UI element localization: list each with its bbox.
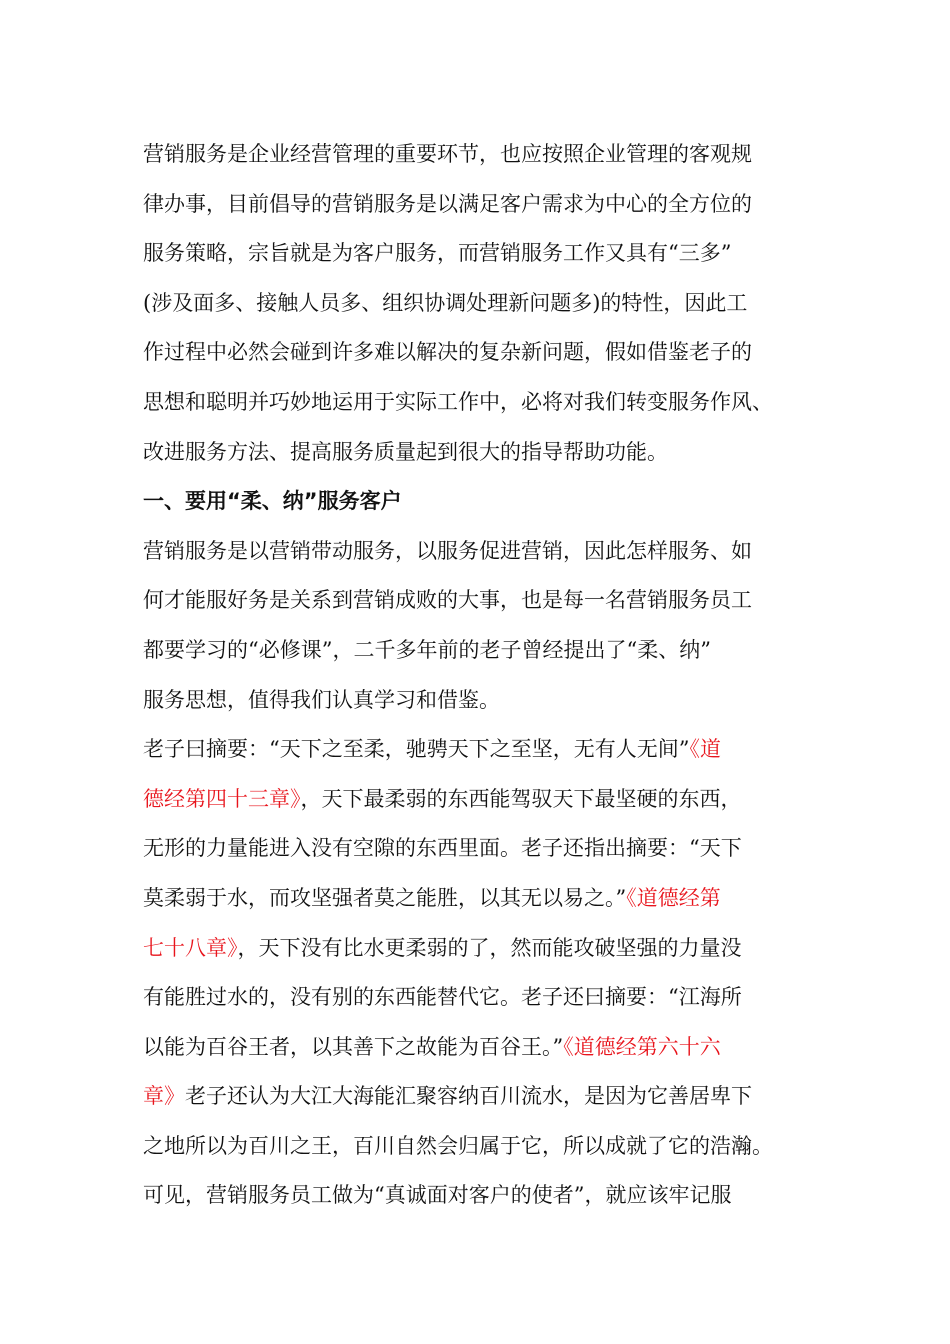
paragraph-line [143, 1072, 823, 1122]
text-run: 老子还认为大江大海能汇聚容纳百川流水，是因为它善居卑下 [185, 1084, 752, 1109]
text-run: 无形的力量能进入没有空隙的东西里面。老子还指出摘要：“天下 [143, 836, 742, 861]
text-run: 改进服务方法、提高服务质量起到很大的指导帮助功能。 [143, 439, 668, 464]
text-run: 律办事，目前倡导的营销服务是以满足客户需求为中心的全方位的 [143, 191, 752, 216]
paragraph-line [143, 576, 823, 626]
paragraph-line [143, 328, 823, 378]
text-run: 老子曰摘要：“天下之至柔，驰骋天下之至坚，无有人无间” [143, 737, 690, 762]
paragraph-line [143, 824, 823, 874]
paragraph-line [143, 180, 823, 230]
paragraph-line [143, 130, 823, 180]
paragraph-line [143, 626, 823, 676]
paragraph-line [143, 775, 823, 825]
citation-text: 七十八章》 [143, 935, 238, 960]
paragraph-line [143, 378, 823, 428]
text-run: 何才能服好务是关系到营销成败的大事，也是每一名营销服务员工 [143, 588, 752, 613]
text-run: 可见，营销服务员工做为“真诚面对客户的使者”，就应该牢记服 [143, 1183, 732, 1208]
text-run: 以能为百谷王者，以其善下之故能为百谷王。” [143, 1034, 564, 1059]
paragraph-line [143, 973, 823, 1023]
paragraph-line [143, 924, 823, 974]
text-run: (涉及面多、接触人员多、组织协调处理新问题多)的特性，因此工 [143, 290, 748, 315]
text-run: 思想和聪明并巧妙地运用于实际工作中，必将对我们转变服务作风、 [143, 389, 773, 414]
text-run: 营销服务是以营销带动服务，以服务促进营销，因此怎样服务、如 [143, 538, 752, 563]
text-run: 作过程中必然会碰到许多难以解决的复杂新问题，假如借鉴老子的 [143, 340, 752, 365]
paragraph-line [143, 428, 823, 478]
paragraph-line [143, 279, 823, 329]
paragraph-line [143, 1171, 823, 1221]
paragraph-line [143, 1023, 823, 1073]
paragraph-line [143, 874, 823, 924]
paragraph-line [143, 676, 823, 726]
text-run: 服务策略，宗旨就是为客户服务，而营销服务工作又具有“三多” [143, 241, 732, 266]
text-run: 营销服务是企业经营管理的重要环节，也应按照企业管理的客观规 [143, 142, 752, 166]
citation-text: 《道德经第六十六 [563, 1034, 721, 1059]
section-heading [143, 477, 823, 527]
citation-text: 章》 [143, 1084, 185, 1109]
paragraph-line [143, 1122, 823, 1172]
citation-text: 德经第四十三章》 [143, 786, 301, 811]
paragraph-line [143, 229, 823, 279]
heading-text: 一、要用“柔、纳”服务客户 [143, 489, 402, 514]
paragraph-line [143, 527, 823, 577]
citation-text: 《道 [689, 737, 721, 762]
text-run: ，天下没有比水更柔弱的了，然而能攻破坚强的力量没 [237, 935, 742, 960]
text-run: 服务思想，值得我们认真学习和借鉴。 [143, 687, 500, 712]
paragraph-line [143, 725, 823, 775]
text-run: 莫柔弱于水，而攻坚强者莫之能胜，以其无以易之。” [143, 885, 627, 910]
document-body [143, 130, 823, 1221]
text-run: 有能胜过水的，没有别的东西能替代它。老子还曰摘要：“江海所 [143, 985, 742, 1010]
text-run: 都要学习的“必修课”，二千多年前的老子曾经提出了“柔、纳” [143, 637, 711, 662]
citation-text: 《道德经第 [626, 885, 721, 910]
text-run: 之地所以为百川之王，百川自然会归属于它，所以成就了它的浩瀚。 [143, 1133, 773, 1158]
text-run: ，天下最柔弱的东西能驾驭天下最坚硬的东西， [300, 786, 742, 811]
